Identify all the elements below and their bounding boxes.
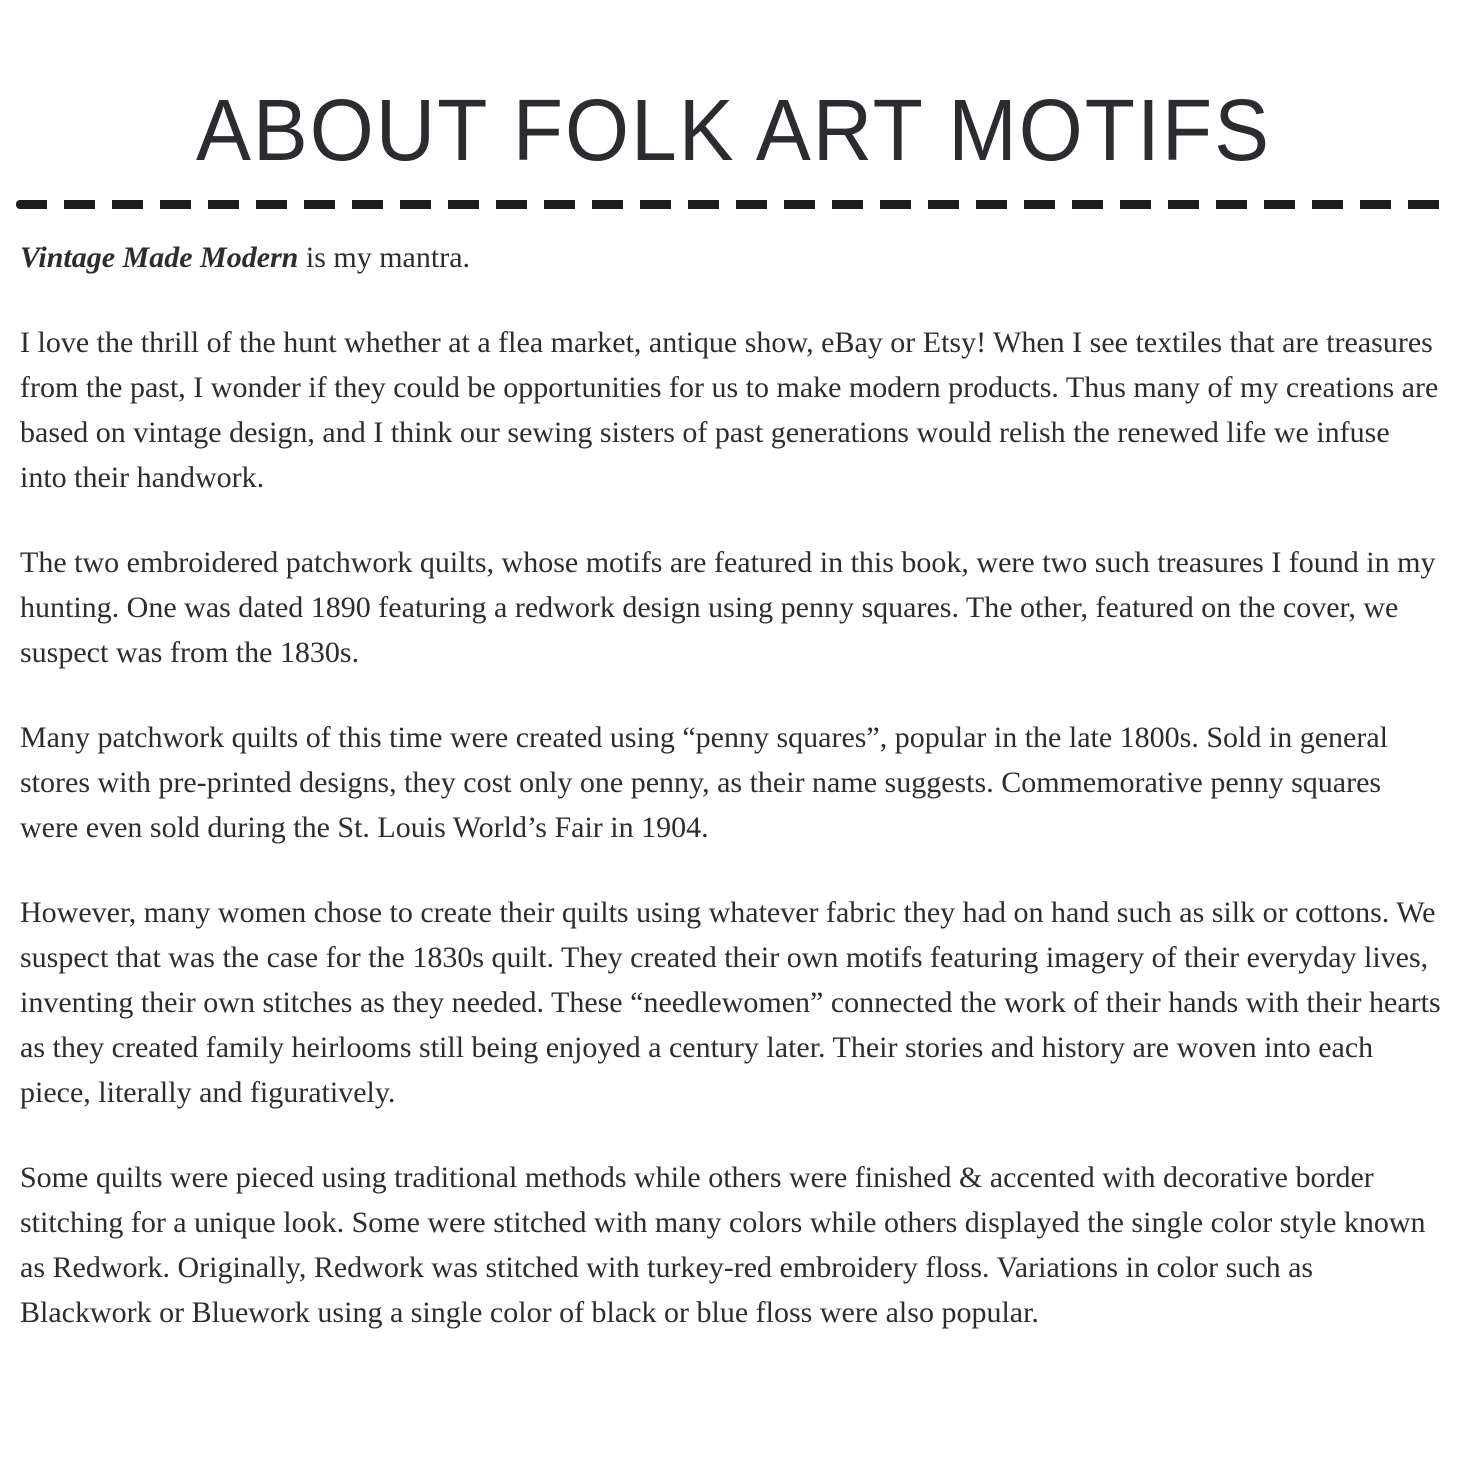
intro-rest: is my mantra. [298,241,471,274]
page-title: ABOUT FOLK ART MOTIFS [196,80,1271,179]
intro-lead-phrase: Vintage Made Modern [20,241,299,274]
paragraph-quilts-found: The two embroidered patchwork quilts, whose motifs are featured in this book, were two such treasures I found in my hunting. One was dated 1890 featuring a redwork design using penny squares. The other, featured on the cover, we suspect was from the 1830s. [20,546,1436,669]
dashed-divider [16,200,1451,209]
paragraph-needlewomen: However, many women chose to create their quilts using whatever fabric they had on hand such as silk or cottons. We suspect that was the case for the 1830s quilt. They created their own motifs featuring imagery of their everyday lives, inventing their own stitches as they needed. These “needlewomen” connected the work of their hands with their hearts as they created family heirlooms still being enjoyed a century later. Their stories and history are woven into each piece, literally and figuratively. [20,896,1441,1109]
paragraph-redwork: Some quilts were pieced using traditional methods while others were finished & accented with decorative border stitching for a unique look. Some were stitched with many colors while others displayed the single color style known as Redwork. Originally, Redwork was stitched with turkey-red embroidery floss. Variations in color such as Blackwork or Bluework using a single color of black or blue floss were also popular. [20,1161,1426,1329]
intro-paragraph [20,235,1441,280]
paragraph-penny-squares: Many patchwork quilts of this time were created using “penny squares”, popular in the late 1800s. Sold in general stores with pre-printed designs, they cost only one penny, as their name suggests. Commemorative penny squares were even sold during the St. Louis World’s Fair in 1904. [20,721,1388,844]
paragraph-hunt: I love the thrill of the hunt whether at a flea market, antique show, eBay or Etsy! When I see textiles that are treasures from the past, I wonder if they could be opportunities for us to make modern products. Thus many of my creations are based on vintage design, and I think our sewing sisters of past generations would relish the renewed life we infuse into their handwork. [20,326,1439,494]
body-text [20,235,1441,1335]
